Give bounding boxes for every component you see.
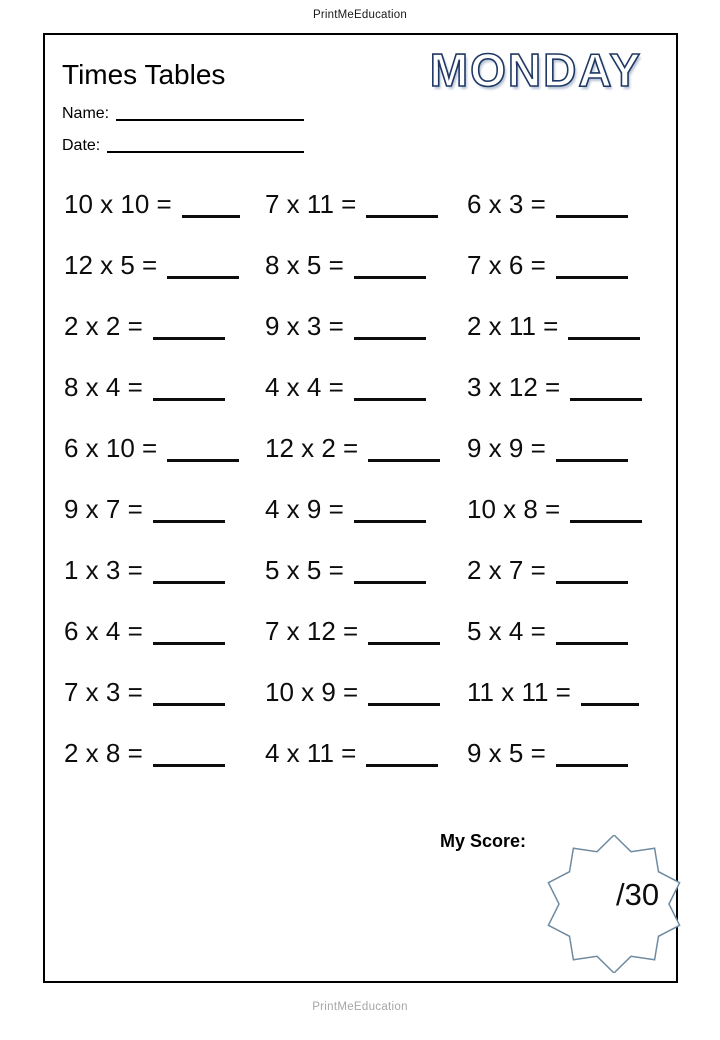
problem-expression: 2 x 8 =	[64, 738, 143, 768]
problem-expression: 5 x 5 =	[265, 555, 344, 585]
problem-cell	[265, 738, 467, 799]
score-label: My Score:	[440, 831, 527, 851]
answer-blank	[182, 215, 240, 218]
day-banner: MONDAY	[429, 44, 642, 96]
answer-blank	[556, 764, 628, 767]
problem-expression: 8 x 4 =	[64, 372, 143, 402]
problem-cell	[467, 616, 668, 677]
name-line	[116, 119, 304, 121]
worksheet-sheet	[43, 33, 678, 983]
problem-expression: 2 x 7 =	[467, 555, 546, 585]
problem-expression: 3 x 12 =	[467, 372, 561, 402]
answer-blank	[354, 276, 426, 279]
answer-blank	[368, 642, 440, 645]
answer-blank	[354, 337, 426, 340]
problem-cell	[64, 555, 265, 616]
answer-blank	[368, 703, 440, 706]
problem-expression: 2 x 11 =	[467, 311, 559, 341]
problem-cell	[265, 616, 467, 677]
top-brand: PrintMeEducation	[313, 9, 407, 21]
problem-expression: 2 x 2 =	[64, 311, 143, 341]
problem-expression: 7 x 6 =	[467, 250, 546, 280]
problem-expression: 9 x 7 =	[64, 494, 143, 524]
problem-expression: 6 x 3 =	[467, 189, 546, 219]
problem-expression: 1 x 3 =	[64, 555, 143, 585]
answer-blank	[153, 703, 225, 706]
answer-blank	[366, 215, 438, 218]
answer-blank	[153, 642, 225, 645]
problem-expression: 10 x 9 =	[265, 677, 359, 707]
problem-cell	[467, 433, 668, 494]
problem-cell	[467, 311, 668, 372]
date-line	[107, 151, 304, 153]
problem-cell	[467, 677, 668, 738]
problem-expression: 10 x 8 =	[467, 494, 561, 524]
problem-cell	[64, 677, 265, 738]
answer-blank	[556, 215, 628, 218]
answer-blank	[153, 398, 225, 401]
answer-blank	[581, 703, 639, 706]
problem-expression: 4 x 4 =	[265, 372, 344, 402]
name-field	[62, 105, 304, 123]
problem-cell	[265, 189, 467, 250]
problem-cell	[265, 311, 467, 372]
answer-blank	[570, 520, 642, 523]
answer-blank	[153, 337, 225, 340]
problem-expression: 6 x 4 =	[64, 616, 143, 646]
problem-expression: 6 x 10 =	[64, 433, 158, 463]
problem-expression: 5 x 4 =	[467, 616, 546, 646]
problem-expression: 4 x 9 =	[265, 494, 344, 524]
answer-blank	[568, 337, 640, 340]
date-label: Date:	[62, 137, 101, 154]
problem-cell	[467, 494, 668, 555]
answer-blank	[354, 520, 426, 523]
problem-expression: 9 x 3 =	[265, 311, 344, 341]
date-field	[62, 137, 304, 155]
problem-expression: 9 x 5 =	[467, 738, 546, 768]
problem-expression: 8 x 5 =	[265, 250, 344, 280]
name-label: Name:	[62, 105, 110, 122]
answer-blank	[556, 276, 628, 279]
problem-cell	[467, 372, 668, 433]
answer-blank	[167, 276, 239, 279]
problem-expression: 12 x 2 =	[265, 433, 359, 463]
answer-blank	[354, 398, 426, 401]
problem-cell	[265, 555, 467, 616]
answer-blank	[368, 459, 440, 462]
problem-expression: 9 x 9 =	[467, 433, 546, 463]
answer-blank	[153, 764, 225, 767]
problem-cell	[265, 372, 467, 433]
problem-expression: 12 x 5 =	[64, 250, 158, 280]
problem-expression: 4 x 11 =	[265, 738, 357, 768]
problem-cell	[64, 189, 265, 250]
answer-blank	[556, 642, 628, 645]
problem-expression: 7 x 11 =	[265, 189, 357, 219]
bottom-brand: PrintMeEducation	[312, 1001, 408, 1013]
star-seal-icon	[545, 835, 683, 973]
problem-cell	[467, 250, 668, 311]
problem-cell	[64, 372, 265, 433]
problem-cell	[467, 555, 668, 616]
problem-cell	[265, 433, 467, 494]
problem-expression: 10 x 10 =	[64, 189, 172, 219]
answer-blank	[167, 459, 239, 462]
problem-expression: 7 x 12 =	[265, 616, 359, 646]
problem-cell	[64, 250, 265, 311]
problem-cell	[265, 494, 467, 555]
score-total: /30	[616, 877, 660, 912]
answer-blank	[556, 459, 628, 462]
answer-blank	[153, 520, 225, 523]
problem-cell	[64, 494, 265, 555]
problems-grid	[64, 189, 668, 799]
star-seal-outline	[548, 835, 679, 973]
problem-cell	[265, 677, 467, 738]
problem-cell	[64, 311, 265, 372]
problem-expression: 11 x 11 =	[467, 677, 571, 707]
answer-blank	[366, 764, 438, 767]
problem-cell	[64, 616, 265, 677]
score-badge	[545, 835, 683, 973]
answer-blank	[354, 581, 426, 584]
problem-cell	[265, 250, 467, 311]
answer-blank	[556, 581, 628, 584]
problem-cell	[64, 738, 265, 799]
problem-expression: 7 x 3 =	[64, 677, 143, 707]
answer-blank	[153, 581, 225, 584]
problem-cell	[64, 433, 265, 494]
problem-cell	[467, 738, 668, 799]
worksheet-title: Times Tables	[62, 59, 226, 90]
problem-cell	[467, 189, 668, 250]
answer-blank	[570, 398, 642, 401]
